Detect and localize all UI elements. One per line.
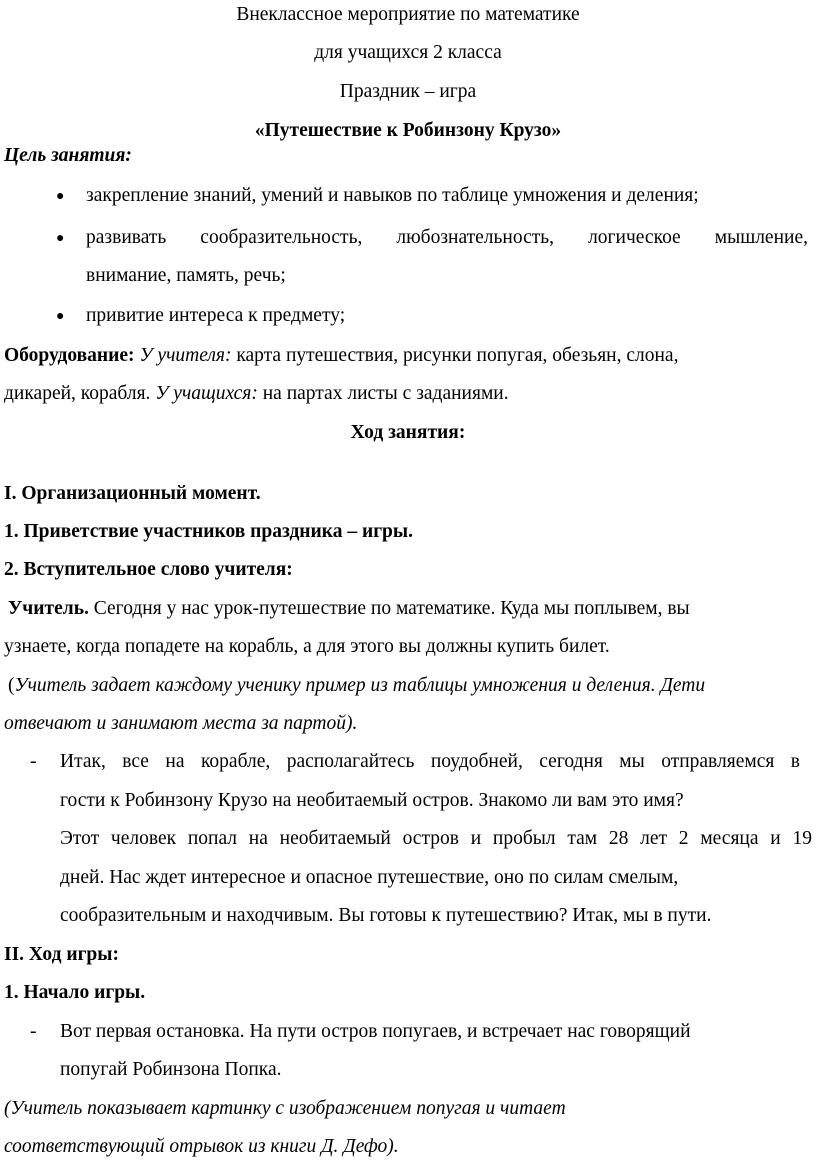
bullet-icon: ● [56,309,65,324]
speech-1-line-4: дней. Нас ждет интересное и опасное путешествие, оно по силам смелым, [60,867,679,888]
goal-item-3: привитие интереса к предмету; [86,305,346,326]
goal-item-2: развивать сообразительность, любознательность, логическое мышление, [86,227,808,248]
lesson-heading: Ход занятия: [350,422,466,443]
note-1-line-2: отвечают и занимают места за партой). [4,713,358,734]
equipment-students-label: У учащихся: [155,383,258,404]
section-2-heading: II. Ход игры: [4,944,119,965]
bullet-icon: ● [56,231,65,246]
speech-1-line-2: гости к Робинзону Крузо на необитаемый остров. Знакомо ли вам это имя? [60,790,684,811]
section-1-heading: I. Организационный момент. [4,483,261,504]
header-line-1: Внеклассное мероприятие по математике [236,4,580,25]
note-2-line-1: (Учитель показывает картинку с изображением попугая и читает [4,1098,566,1119]
note-2-line-2: соответствующий отрывок из книги Д. Дефо). [4,1136,399,1157]
dash-marker: - [30,1021,37,1042]
goal-item-2-continued: внимание, память, речь; [86,265,286,286]
equipment-label: Оборудование: [4,345,135,366]
speech-1-line-5: сообразительным и находчивым. Вы готовы к путешествию? Итак, мы в пути. [60,905,712,926]
speech-2-line-1: Вот первая остановка. На пути остров попугаев, и встречает нас говорящий [60,1021,691,1042]
subsection-1: 1. Приветствие участников праздника – игры. [4,521,414,542]
equipment-teacher-label: У учителя: [139,345,232,366]
subsection-2: 2. Вступительное слово учителя: [4,559,293,580]
speech-2-line-2: попугай Робинзона Попка. [60,1059,282,1080]
teacher-line-2: узнаете, когда попадете на корабль, а для этого вы должны купить билет. [4,636,610,657]
bullet-icon: ● [56,189,65,204]
note-1-open-paren: ( [8,675,15,696]
goal-item-1: закрепление знаний, умений и навыков по таблице умножения и деления; [86,185,699,206]
equipment-teacher-text: карта путешествия, рисунки попугая, обезьян, слона, [231,345,679,366]
equipment-line-2-text: дикарей, корабля. [4,383,156,404]
equipment-line-1 [4,343,812,369]
teacher-line-1 [8,596,812,622]
header-line-2: для учащихся 2 класса [314,42,502,63]
speech-1-line-3: Этот человек попал на необитаемый остров и пробыл там 28 лет 2 месяца и 19 [60,828,812,849]
document-title: «Путешествие к Робинзону Крузо» [254,120,562,141]
equipment-line-2 [4,381,812,407]
note-1-text-1: Учитель задает каждому ученику пример из таблицы умножения и деления. Дети [14,675,706,696]
goals-heading: Цель занятия: [4,145,132,166]
header-line-3: Праздник – игра [339,81,477,102]
equipment-students-text: на партах листы с заданиями. [257,383,509,404]
note-1-line-1 [8,673,816,699]
subsection-3: 1. Начало игры. [4,982,146,1003]
teacher-text-1: Сегодня у нас урок-путешествие по математике. Куда мы поплывем, вы [88,598,690,619]
dash-marker: - [30,751,37,772]
teacher-label: Учитель. [8,598,89,619]
speech-1-line-1: Итак, все на корабле, располагайтесь поудобней, сегодня мы отправляемся в [60,751,800,772]
